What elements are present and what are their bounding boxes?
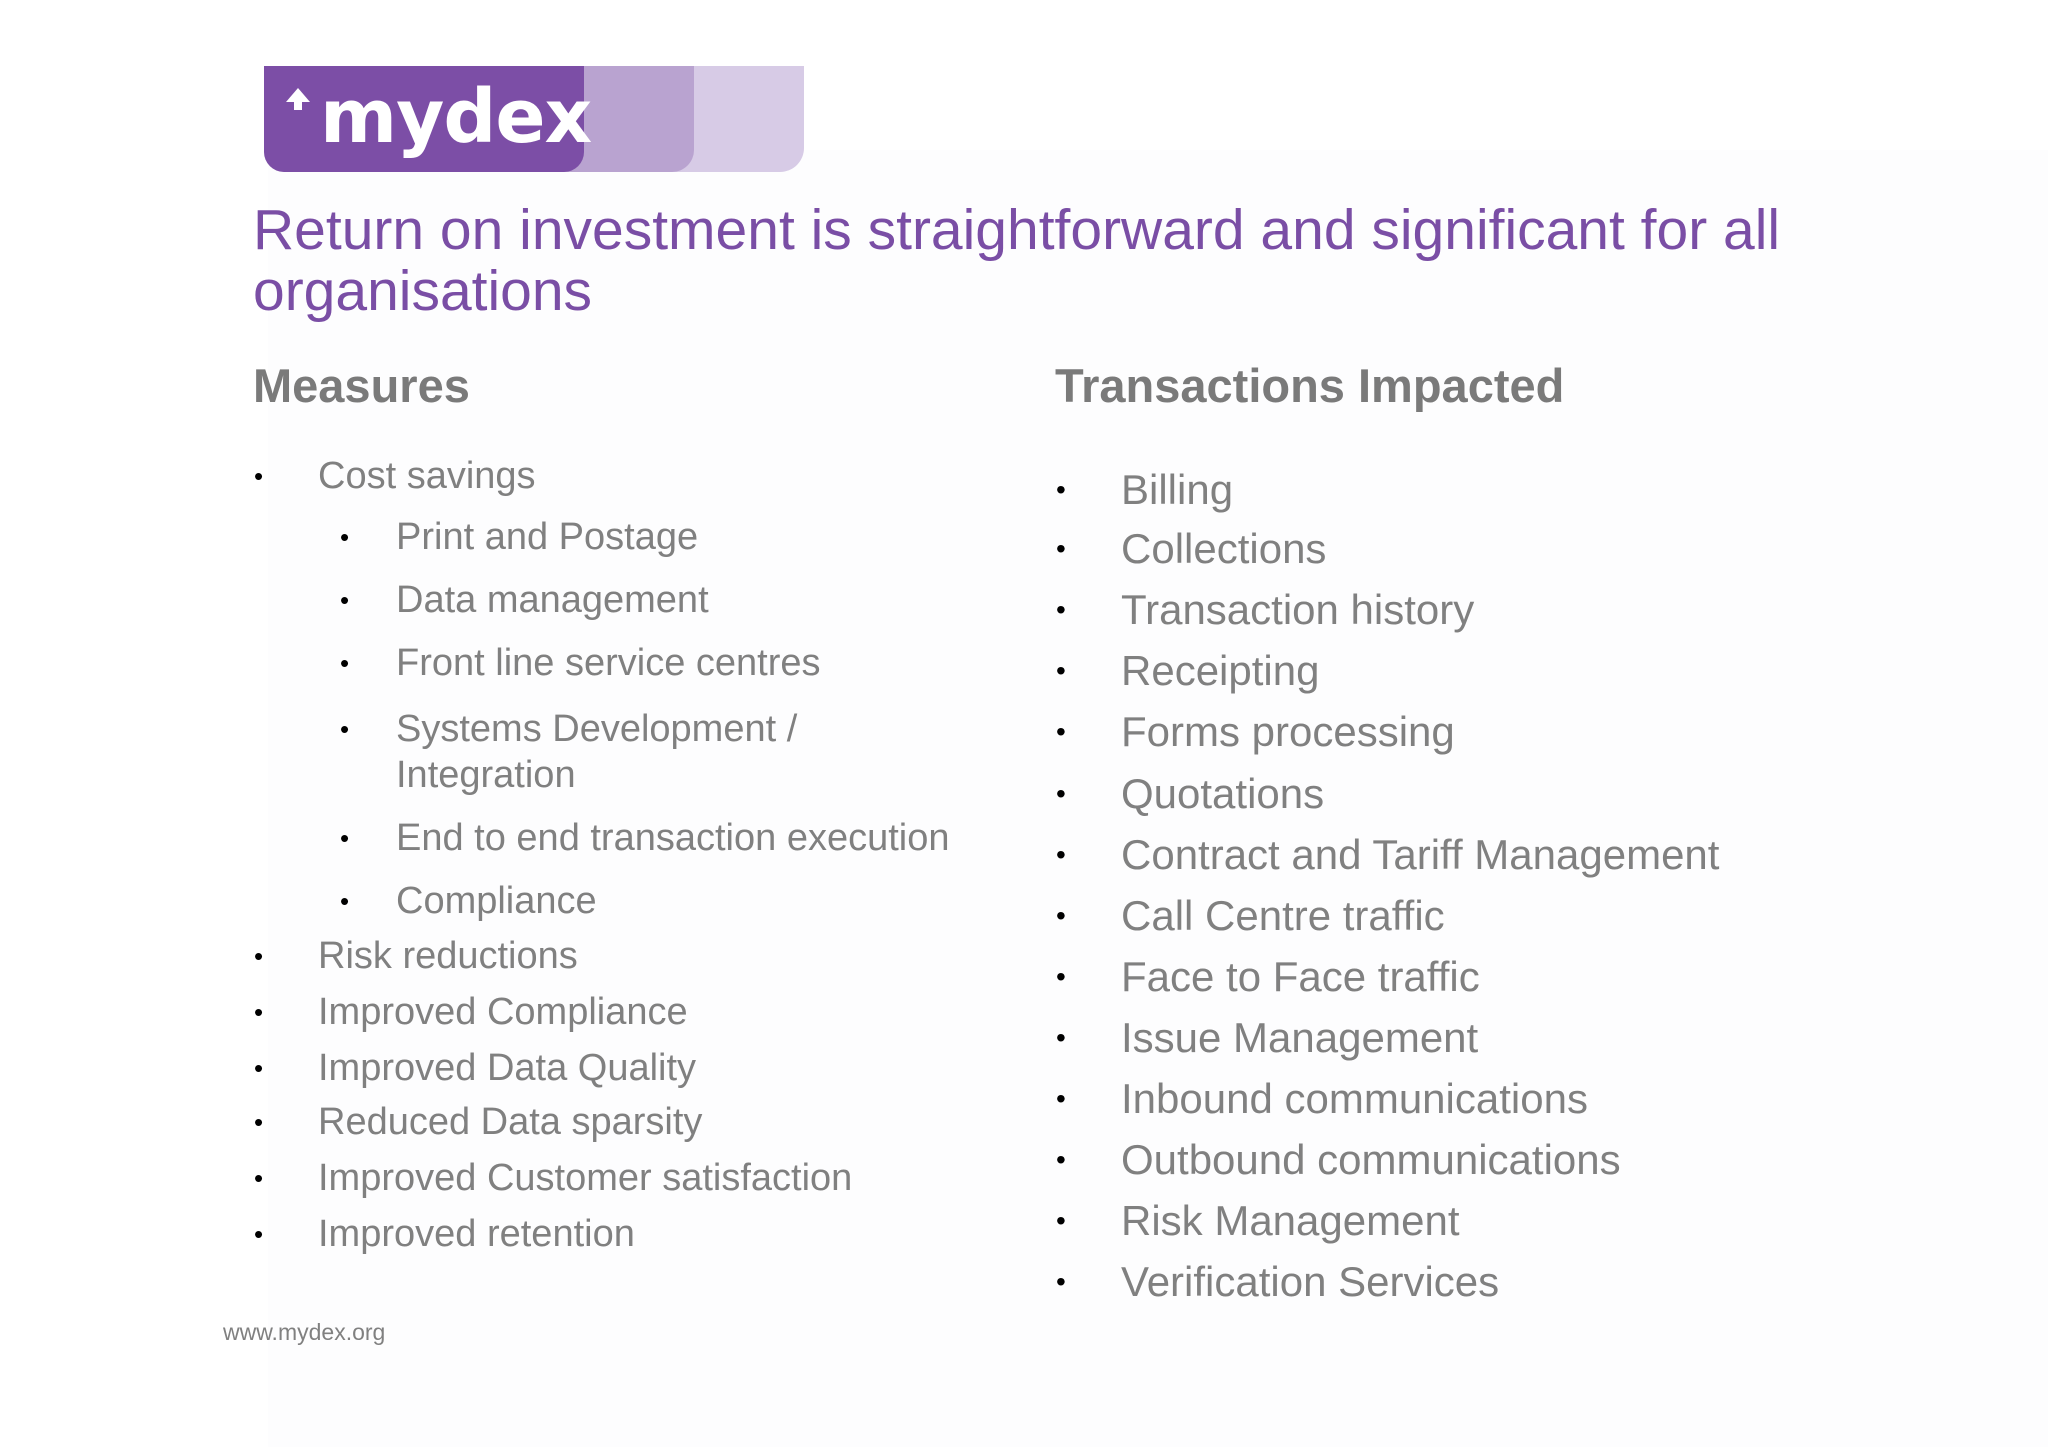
measures-item: Reduced Data sparsity [318, 1101, 703, 1143]
transactions-item: Verification Services [1121, 1258, 1500, 1305]
cost-savings-subitem: Compliance [396, 880, 597, 922]
cost-savings-subitem: End to end transaction execution [396, 817, 950, 859]
bullet-icon: • [254, 1163, 264, 1193]
bullet-icon: • [1056, 716, 1066, 747]
transactions-item: Billing [1121, 466, 1234, 513]
bullet-icon: • [254, 997, 264, 1027]
bullet-icon: • [254, 1053, 264, 1083]
bullet-icon: • [1056, 778, 1066, 809]
transactions-item: Transaction history [1121, 586, 1475, 633]
bullet-icon: • [340, 714, 350, 744]
slide-title: Return on investment is straightforward and significant for all organisations [253, 198, 1781, 323]
bullet-icon: • [254, 461, 264, 491]
bullet-icon: • [1056, 900, 1066, 931]
bullet-icon: • [340, 585, 350, 615]
measures-item: Improved Customer satisfaction [318, 1157, 853, 1199]
bullet-icon: • [1056, 594, 1066, 625]
logo-text: mydex [320, 74, 592, 160]
transactions-item: Outbound communications [1121, 1136, 1621, 1183]
transactions-item: Inbound communications [1121, 1075, 1588, 1122]
transactions-item: Risk Management [1121, 1197, 1460, 1244]
bullet-icon: • [340, 886, 350, 916]
measures-heading: Measures [253, 359, 470, 412]
bullet-icon: • [340, 522, 350, 552]
transactions-item: Receipting [1121, 647, 1320, 694]
bullet-icon: • [1056, 655, 1066, 686]
bullet-icon: • [1056, 474, 1066, 505]
cost-savings-subitem-continued: Integration [396, 754, 576, 796]
footer-website-url: www.mydex.org [223, 1319, 386, 1345]
bullet-icon: • [254, 941, 264, 971]
bullet-icon: • [340, 648, 350, 678]
transactions-heading: Transactions Impacted [1055, 359, 1565, 412]
measures-item: Risk reductions [318, 935, 578, 977]
transactions-item: Call Centre traffic [1121, 892, 1445, 939]
bullet-icon: • [254, 1219, 264, 1249]
bullet-icon: • [1056, 1022, 1066, 1053]
bullet-icon: • [1056, 1205, 1066, 1236]
bullet-icon: • [1056, 839, 1066, 870]
measures-item: Improved Data Quality [318, 1047, 697, 1089]
transactions-item: Contract and Tariff Management [1121, 831, 1720, 878]
measures-item-cost-savings: Cost savings [318, 455, 536, 497]
bullet-icon: • [1056, 1144, 1066, 1175]
cost-savings-subitem: Systems Development / [396, 708, 798, 750]
bullet-icon: • [1056, 1266, 1066, 1297]
transactions-item: Face to Face traffic [1121, 953, 1480, 1000]
transactions-item: Forms processing [1121, 708, 1455, 755]
cost-savings-subitem: Data management [396, 579, 709, 621]
bullet-icon: • [254, 1107, 264, 1137]
transactions-item: Quotations [1121, 770, 1325, 817]
bullet-icon: • [1056, 961, 1066, 992]
cost-savings-subitem: Front line service centres [396, 642, 821, 684]
cost-savings-subitem: Print and Postage [396, 516, 699, 558]
bullet-icon: • [340, 823, 350, 853]
measures-item: Improved Compliance [318, 991, 688, 1033]
measures-item: Improved retention [318, 1213, 635, 1255]
transactions-item: Collections [1121, 525, 1327, 572]
bullet-icon: • [1056, 533, 1066, 564]
transactions-item: Issue Management [1121, 1014, 1479, 1061]
mydex-logo [264, 66, 804, 172]
logo-arrow-stem [294, 100, 302, 110]
bullet-icon: • [1056, 1083, 1066, 1114]
